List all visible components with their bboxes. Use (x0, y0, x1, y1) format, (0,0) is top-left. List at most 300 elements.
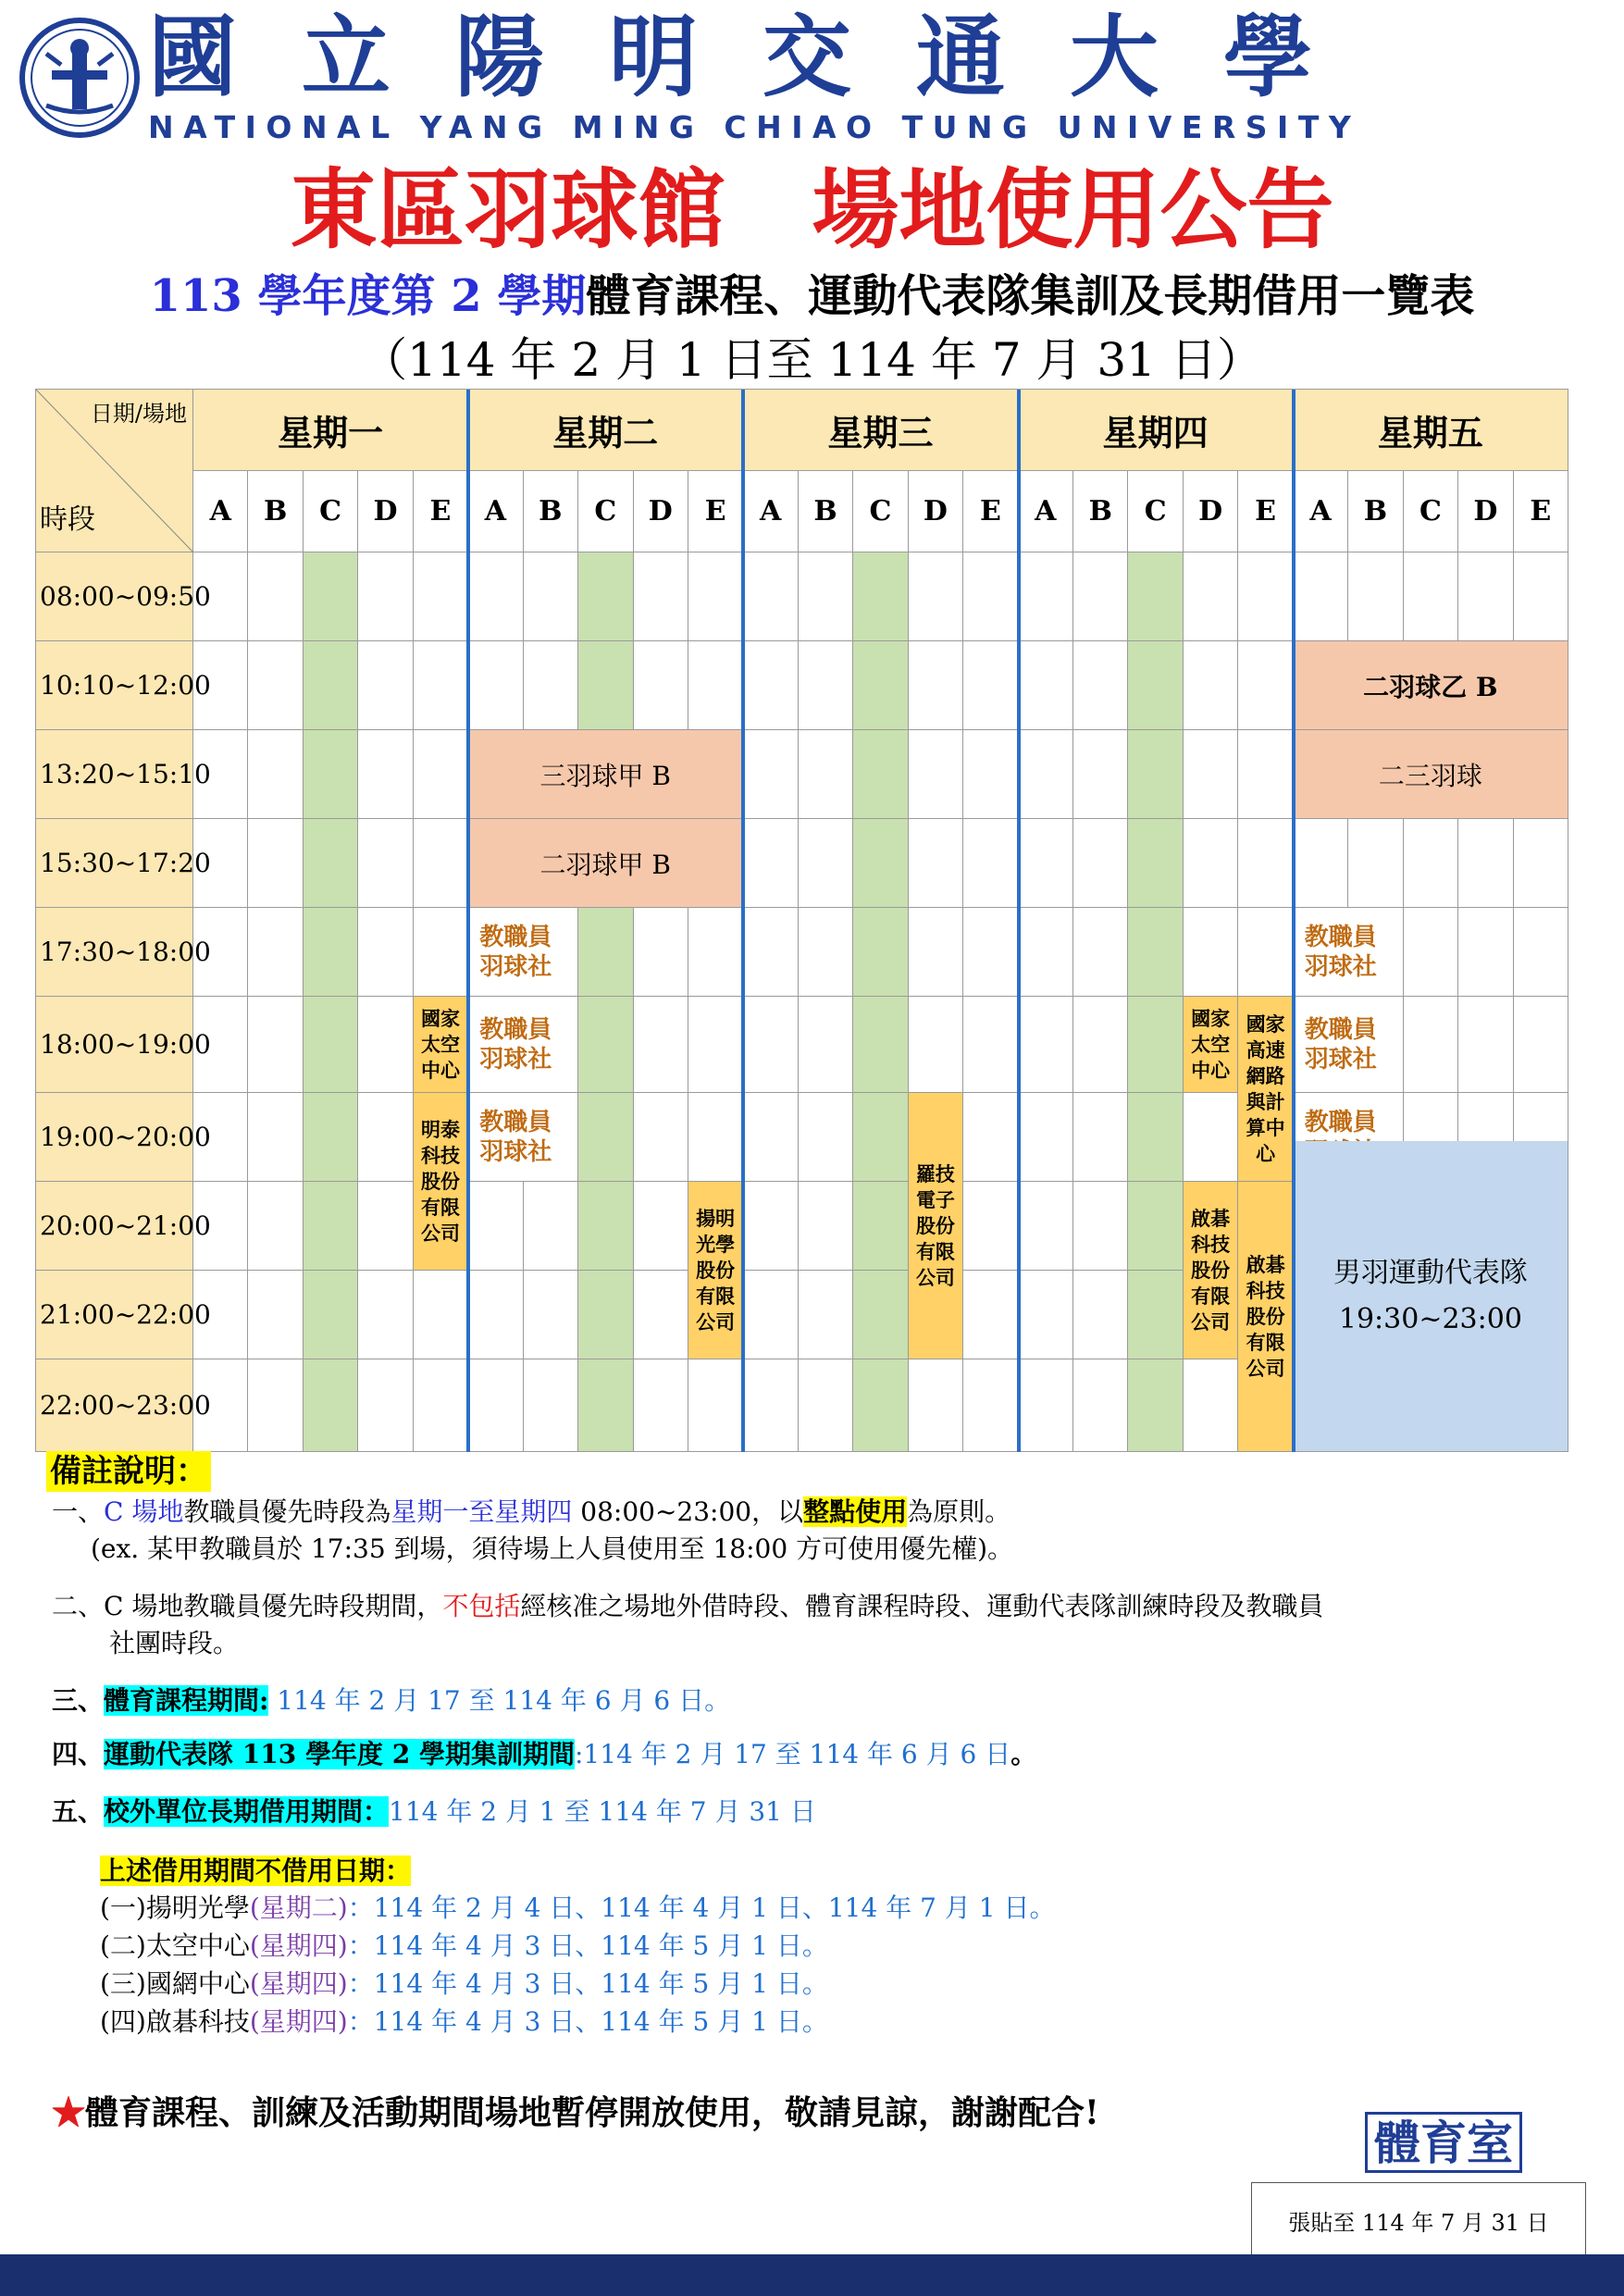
court-header: C (1128, 471, 1183, 552)
empty-cell (799, 641, 853, 730)
note-1-court: C 場地 (104, 1496, 184, 1527)
empty-cell (248, 997, 303, 1093)
booking-space-center-thu: 國家太空中心 (1184, 997, 1238, 1093)
empty-cell (743, 730, 798, 819)
note-4-num: 四、 (52, 1739, 105, 1769)
time-slot: 13:20~15:10 (36, 730, 193, 819)
court-header: E (963, 471, 1018, 552)
empty-cell (1019, 819, 1073, 908)
empty-cell (963, 641, 1018, 730)
booking-qimu-e: 啟碁科技股份有限公司 (1238, 1182, 1293, 1452)
empty-cell (1073, 1359, 1128, 1452)
c-court-priority (304, 819, 358, 908)
empty-cell (1184, 1093, 1238, 1182)
note-1 (52, 1494, 1010, 1531)
empty-cell (1348, 552, 1403, 641)
empty-cell (743, 641, 798, 730)
empty-cell (1458, 819, 1513, 908)
exclusion-name: (一)揚明光學 (100, 1893, 250, 1923)
time-slot: 15:30~17:20 (36, 819, 193, 908)
empty-cell (1404, 908, 1458, 997)
empty-cell (1073, 1271, 1128, 1359)
c-court-priority (1128, 1093, 1183, 1182)
c-court-priority (853, 908, 908, 997)
exclusion-name: (四)啟碁科技 (100, 2006, 250, 2037)
empty-cell (909, 552, 963, 641)
court-header: A (193, 471, 248, 552)
c-court-priority (304, 552, 358, 641)
empty-cell (358, 819, 413, 908)
empty-cell (193, 730, 248, 819)
exclusion-day: (星期四) (249, 1930, 348, 1961)
empty-cell (1073, 1093, 1128, 1182)
empty-cell (1019, 641, 1073, 730)
university-name-en: NATIONAL YANG MING CHIAO TUNG UNIVERSITY (148, 109, 1361, 145)
time-slot: 20:00~21:00 (36, 1182, 193, 1271)
booking-space-center-mon: 國家太空中心 (414, 997, 468, 1093)
footer-bar (0, 2254, 1624, 2296)
empty-cell (1514, 552, 1568, 641)
day-header: 星期五 (1294, 390, 1568, 471)
team-time: 19:30~23:00 (1338, 1302, 1522, 1335)
empty-cell (963, 1093, 1018, 1182)
empty-cell (1238, 730, 1293, 819)
court-header: A (743, 471, 798, 552)
c-court-priority (853, 641, 908, 730)
empty-cell (909, 819, 963, 908)
day-separator (466, 390, 470, 1452)
empty-cell (468, 1271, 523, 1359)
note-2 (52, 1588, 1323, 1625)
empty-cell (1458, 908, 1513, 997)
c-court-priority (578, 1093, 633, 1182)
booking-yangming: 揚明光學股份有限公司 (688, 1182, 743, 1359)
empty-cell (1019, 997, 1073, 1093)
empty-cell (1184, 908, 1238, 997)
note-4-end: 。 (1010, 1739, 1037, 1769)
note-5-label: 校外單位長期借用期間： (104, 1796, 390, 1827)
empty-cell (743, 1182, 798, 1271)
note-5 (52, 1793, 816, 1831)
booking-tue-1530: 二羽球甲 B (468, 819, 743, 908)
empty-cell (358, 1359, 413, 1452)
day-header: 星期四 (1019, 390, 1294, 471)
empty-cell (1019, 1271, 1073, 1359)
note-2-cont: 社團時段。 (109, 1628, 240, 1658)
empty-cell (688, 641, 743, 730)
time-slot: 08:00~09:50 (36, 552, 193, 641)
time-slot: 22:00~23:00 (36, 1359, 193, 1452)
empty-cell (1073, 641, 1128, 730)
empty-cell (688, 1359, 743, 1452)
empty-cell (634, 1359, 688, 1452)
empty-cell (248, 908, 303, 997)
empty-cell (358, 730, 413, 819)
c-court-priority (578, 552, 633, 641)
c-court-priority (578, 997, 633, 1093)
exclusion-name: (二)太空中心 (100, 1930, 250, 1961)
c-court-priority (304, 1359, 358, 1452)
empty-cell (1404, 997, 1458, 1093)
empty-cell (1184, 730, 1238, 819)
empty-cell (963, 1271, 1018, 1359)
empty-cell (1514, 908, 1568, 997)
empty-cell (1184, 641, 1238, 730)
empty-cell (1019, 552, 1073, 641)
c-court-priority (304, 1182, 358, 1271)
empty-cell (1019, 908, 1073, 997)
court-header: D (1458, 471, 1513, 552)
empty-cell (634, 1093, 688, 1182)
empty-cell (1073, 1182, 1128, 1271)
c-court-priority (1128, 819, 1183, 908)
empty-cell (1294, 552, 1348, 641)
c-court-priority (578, 1359, 633, 1452)
note-1-example: (ex. 某甲教職員於 17:35 到場，須待場上人員使用至 18:00 方可使用優先權)。 (91, 1533, 1013, 1564)
empty-cell (524, 1271, 578, 1359)
booking-tue-1320: 三羽球甲 B (468, 730, 743, 819)
empty-cell (414, 1271, 468, 1359)
star-icon: ★ (52, 2093, 86, 2132)
court-header: C (578, 471, 633, 552)
day-header: 星期二 (468, 390, 743, 471)
empty-cell (1238, 552, 1293, 641)
empty-cell (248, 641, 303, 730)
empty-cell (799, 1271, 853, 1359)
empty-cell (524, 641, 578, 730)
court-header: B (1348, 471, 1403, 552)
empty-cell (358, 641, 413, 730)
university-name-zh: 國立陽明交通大學 (148, 6, 1377, 109)
note-4-label: 運動代表隊 113 學年度 2 學期集訓期間 (104, 1739, 575, 1769)
empty-cell (1019, 1093, 1073, 1182)
empty-cell (1404, 819, 1458, 908)
empty-cell (524, 1359, 578, 1452)
court-header: C (853, 471, 908, 552)
court-header: D (909, 471, 963, 552)
time-slot: 21:00~22:00 (36, 1271, 193, 1359)
posted-until: 張貼至 114 年 7 月 31 日 (1251, 2182, 1586, 2262)
exclusion-day: (星期四) (249, 1968, 348, 1999)
empty-cell (688, 908, 743, 997)
empty-cell (1458, 552, 1513, 641)
booking-qimu-d: 啟碁科技股份有限公司 (1184, 1182, 1238, 1359)
empty-cell (909, 730, 963, 819)
schedule-table (35, 389, 1568, 1452)
empty-cell (963, 1359, 1018, 1452)
empty-cell (524, 1182, 578, 1271)
empty-cell (1073, 819, 1128, 908)
c-court-priority (578, 641, 633, 730)
note-1-end: 為原則。 (907, 1496, 1011, 1527)
note-1-text: 教職員優先時段為 (183, 1496, 391, 1527)
c-court-priority (1128, 552, 1183, 641)
empty-cell (1073, 730, 1128, 819)
booking-mingtai: 明泰科技股份有限公司 (414, 1093, 468, 1271)
note-5-dates: 114 年 2 月 1 至 114 年 7 月 31 日 (389, 1796, 816, 1827)
empty-cell (1238, 819, 1293, 908)
court-header: B (799, 471, 853, 552)
empty-cell (468, 1182, 523, 1271)
empty-cell (414, 552, 468, 641)
empty-cell (468, 552, 523, 641)
empty-cell (799, 1182, 853, 1271)
note-3-dates: 114 年 2 月 17 至 114 年 6 月 6 日。 (268, 1685, 731, 1716)
empty-cell (414, 1359, 468, 1452)
empty-cell (414, 730, 468, 819)
note-5-num: 五、 (52, 1796, 105, 1827)
c-court-priority (1128, 908, 1183, 997)
exclusion-name: (三)國網中心 (100, 1968, 250, 1999)
empty-cell (1514, 819, 1568, 908)
exclusion-dates: ：114 年 2 月 4 日、114 年 4 月 1 日、114 年 7 月 1 日。 (347, 1893, 1056, 1923)
empty-cell (358, 997, 413, 1093)
c-court-priority (1128, 641, 1183, 730)
empty-cell (634, 997, 688, 1093)
note-1-highlight: 整點使用 (803, 1496, 908, 1527)
empty-cell (1019, 730, 1073, 819)
c-court-priority (1128, 1359, 1183, 1452)
empty-cell (1348, 819, 1403, 908)
empty-cell (743, 1359, 798, 1452)
page-subtitle (0, 268, 1624, 324)
subtitle-term: 113 學年度第 2 學期 (149, 270, 587, 322)
empty-cell (358, 552, 413, 641)
court-header: B (524, 471, 578, 552)
time-slot: 17:30~18:00 (36, 908, 193, 997)
note-1-num: 一、 (52, 1496, 105, 1527)
booking-mens-team (1294, 1141, 1568, 1452)
c-court-priority (853, 1271, 908, 1359)
c-court-priority (304, 908, 358, 997)
corner-time: 時段 (40, 503, 95, 536)
court-header: D (358, 471, 413, 552)
booking-staff-club: 教職員 羽球社 (1294, 997, 1404, 1093)
empty-cell (1073, 908, 1128, 997)
court-header: E (688, 471, 743, 552)
c-court-priority (853, 819, 908, 908)
empty-cell (634, 641, 688, 730)
empty-cell (1404, 552, 1458, 641)
empty-cell (1294, 819, 1348, 908)
corner-diagonal (36, 390, 193, 552)
empty-cell (909, 997, 963, 1093)
booking-staff-club: 教職員 羽球社 (468, 908, 578, 997)
empty-cell (963, 997, 1018, 1093)
closing-notice (52, 2090, 1099, 2136)
empty-cell (963, 730, 1018, 819)
booking-staff-club: 教職員 羽球社 (1294, 908, 1404, 997)
empty-cell (799, 908, 853, 997)
empty-cell (963, 1182, 1018, 1271)
empty-cell (1238, 641, 1293, 730)
empty-cell (358, 1093, 413, 1182)
corner-date-court: 日期/場地 (90, 401, 187, 427)
c-court-priority (578, 1271, 633, 1359)
booking-fri-1320: 二三羽球 (1294, 730, 1568, 819)
note-4 (52, 1736, 1036, 1773)
court-header: C (304, 471, 358, 552)
empty-cell (963, 552, 1018, 641)
empty-cell (468, 641, 523, 730)
exclusion-item (100, 1966, 828, 2003)
day-separator (1017, 390, 1021, 1452)
table-corner (36, 390, 193, 552)
empty-cell (1184, 819, 1238, 908)
empty-cell (1184, 1359, 1238, 1452)
day-header: 星期一 (193, 390, 468, 471)
empty-cell (1514, 997, 1568, 1093)
empty-cell (799, 997, 853, 1093)
empty-cell (1019, 1182, 1073, 1271)
court-header: E (1238, 471, 1293, 552)
c-court-priority (578, 1182, 633, 1271)
day-header: 星期三 (743, 390, 1018, 471)
court-header: E (1514, 471, 1568, 552)
court-header: A (1019, 471, 1073, 552)
c-court-priority (304, 997, 358, 1093)
note-2-text-c: 經核准之場地外借時段、體育課程時段、運動代表隊訓練時段及教職員 (520, 1591, 1324, 1621)
booking-nchc: 國家高速網路與計算中心 (1238, 997, 1293, 1182)
exclusion-day: (星期二) (249, 1893, 348, 1923)
court-header: D (634, 471, 688, 552)
c-court-priority (578, 908, 633, 997)
empty-cell (524, 552, 578, 641)
exclusion-title-text: 上述借用期間不借用日期： (100, 1855, 412, 1886)
booking-staff-club: 教職員 羽球社 (468, 997, 578, 1093)
c-court-priority (304, 1093, 358, 1182)
empty-cell (1019, 1359, 1073, 1452)
court-header: B (1073, 471, 1128, 552)
note-2-text-a: 二、C 場地教職員優先時段期間， (52, 1591, 443, 1621)
empty-cell (248, 1359, 303, 1452)
office-stamp: 體育室 (1365, 2112, 1522, 2173)
empty-cell (743, 908, 798, 997)
empty-cell (909, 1359, 963, 1452)
empty-cell (634, 1182, 688, 1271)
empty-cell (248, 1093, 303, 1182)
c-court-priority (853, 1093, 908, 1182)
empty-cell (248, 1182, 303, 1271)
exclusion-day: (星期四) (249, 2006, 348, 2037)
empty-cell (193, 1359, 248, 1452)
c-court-priority (853, 997, 908, 1093)
booking-staff-club: 教職員 (1294, 1093, 1404, 1182)
empty-cell (193, 552, 248, 641)
empty-cell (909, 908, 963, 997)
exclusion-item (100, 1890, 1055, 1927)
c-court-priority (853, 552, 908, 641)
empty-cell (1073, 552, 1128, 641)
note-3-num: 三、 (52, 1685, 105, 1716)
empty-cell (743, 819, 798, 908)
note-3-label: 體育課程期間: (104, 1685, 269, 1716)
empty-cell (1184, 552, 1238, 641)
time-slot: 18:00~19:00 (36, 997, 193, 1093)
empty-cell (468, 1359, 523, 1452)
c-court-priority (304, 1271, 358, 1359)
empty-cell (634, 552, 688, 641)
empty-cell (358, 1182, 413, 1271)
date-range: （114 年 2 月 1 日至 114 年 7 月 31 日） (361, 333, 1263, 387)
empty-cell (743, 1271, 798, 1359)
exclusion-dates: ：114 年 4 月 3 日、114 年 5 月 1 日。 (347, 1930, 828, 1961)
notes-title: 備註說明： (46, 1451, 211, 1492)
empty-cell (193, 1093, 248, 1182)
c-court-priority (1128, 730, 1183, 819)
empty-cell (634, 908, 688, 997)
empty-cell (743, 997, 798, 1093)
day-separator (1292, 390, 1295, 1452)
c-court-priority (853, 1359, 908, 1452)
note-3 (52, 1682, 730, 1719)
empty-cell (248, 819, 303, 908)
note-1-time: 08:00~23:00，以 (572, 1496, 804, 1527)
closing-text: 體育課程、訓練及活動期間場地暫停開放使用，敬請見諒，謝謝配合! (85, 2093, 1099, 2132)
court-header: E (414, 471, 468, 552)
note-2-exclude: 不包括 (442, 1591, 521, 1621)
time-slot: 19:00~20:00 (36, 1093, 193, 1182)
court-header: D (1184, 471, 1238, 552)
exclusion-dates: ：114 年 4 月 3 日、114 年 5 月 1 日。 (347, 1968, 828, 1999)
exclusion-item (100, 2004, 828, 2041)
court-header: A (468, 471, 523, 552)
empty-cell (963, 819, 1018, 908)
empty-cell (358, 1271, 413, 1359)
note-1-days: 星期一至星期四 (391, 1496, 573, 1527)
booking-fri-1010: 二羽球乙 B (1294, 641, 1568, 730)
exclusion-title (100, 1853, 411, 1890)
empty-cell (743, 552, 798, 641)
empty-cell (193, 997, 248, 1093)
empty-cell (248, 1271, 303, 1359)
court-header: A (1294, 471, 1348, 552)
empty-cell (1238, 908, 1293, 997)
c-court-priority (304, 730, 358, 819)
c-court-priority (853, 1182, 908, 1271)
c-court-priority (1128, 1182, 1183, 1271)
empty-cell (193, 1271, 248, 1359)
note-4-dates: :114 年 2 月 17 至 114 年 6 月 6 日 (574, 1739, 1011, 1769)
empty-cell (248, 730, 303, 819)
day-separator (741, 390, 745, 1452)
empty-cell (193, 908, 248, 997)
empty-cell (248, 552, 303, 641)
empty-cell (634, 1271, 688, 1359)
c-court-priority (304, 641, 358, 730)
empty-cell (193, 641, 248, 730)
empty-cell (799, 552, 853, 641)
empty-cell (909, 641, 963, 730)
time-slot: 10:10~12:00 (36, 641, 193, 730)
empty-cell (743, 1093, 798, 1182)
booking-logitech: 羅技電子股份有限公司 (909, 1093, 963, 1359)
empty-cell (688, 997, 743, 1093)
c-court-priority (853, 730, 908, 819)
team-name: 男羽運動代表隊 (1333, 1256, 1528, 1289)
court-header: C (1404, 471, 1458, 552)
empty-cell (799, 730, 853, 819)
booking-staff-club: 教職員 羽球社 (468, 1093, 578, 1182)
exclusion-item (100, 1928, 828, 1965)
empty-cell (1073, 997, 1128, 1093)
empty-cell (193, 819, 248, 908)
empty-cell (799, 1359, 853, 1452)
empty-cell (414, 819, 468, 908)
empty-cell (358, 908, 413, 997)
empty-cell (688, 1093, 743, 1182)
empty-cell (414, 908, 468, 997)
